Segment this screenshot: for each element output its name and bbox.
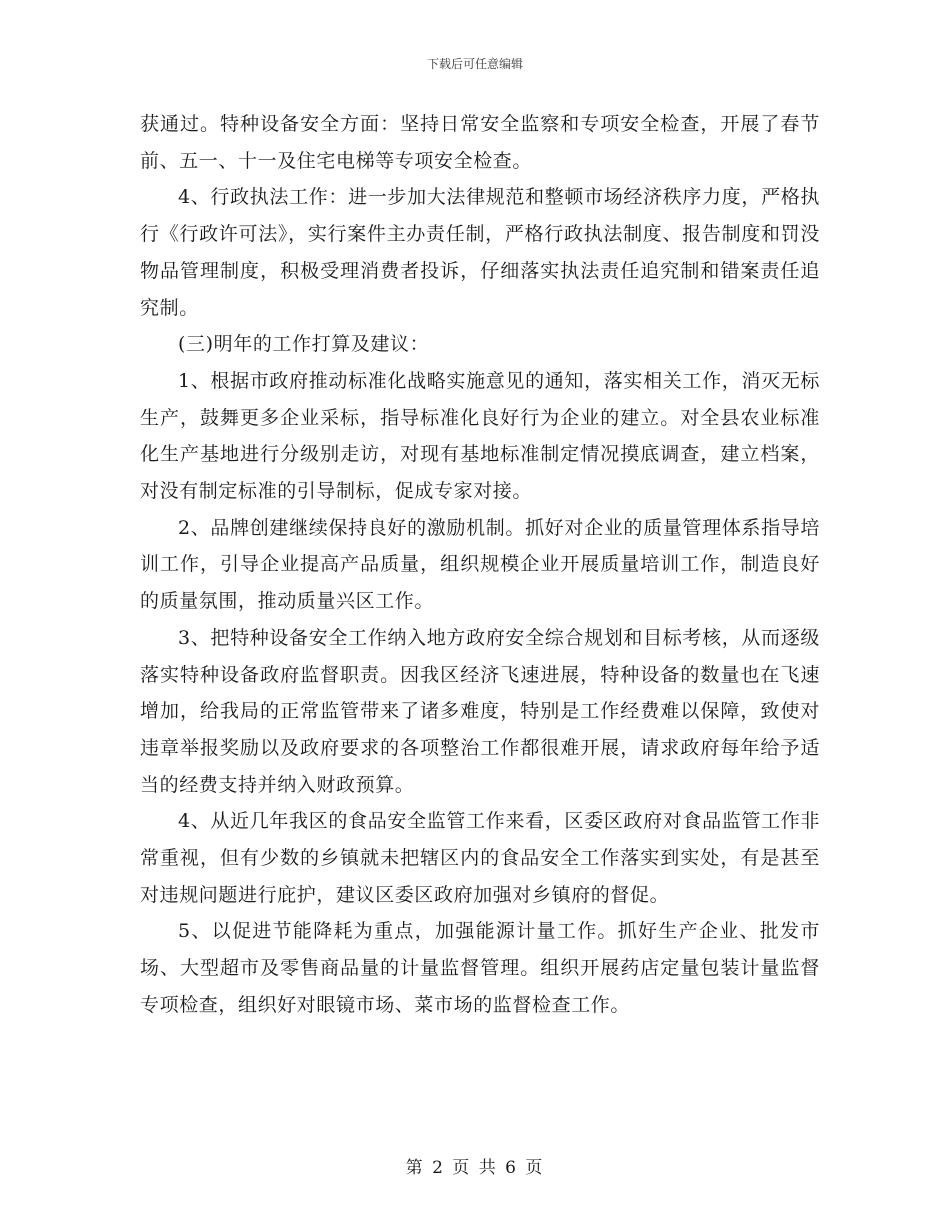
paragraph-2: 4、行政执法工作：进一步加大法律规范和整顿市场经济秩序力度，严格执行《行政许可法》，实行案件主办责任制，严格行政执法制度、报告制度和罚没物品管理制度，积极受理消费者投诉，仔细落实执法责任追究制和错案责任追究制。 bbox=[140, 186, 820, 319]
paragraph-6: 3、把特种设备安全工作纳入地方政府安全综合规划和目标考核，从而逐级落实特种设备政府监督职责。因我区经济飞速进展，特种设备的数量也在飞速增加，给我局的正常监管带来了诸多难度，特别是工作经费难以保障，致使对违章举报奖励以及政府要求的各项整治工作都很难开展，请求政府每年给予适当的经费支持并纳入财政预算。 bbox=[140, 626, 820, 796]
page-footer: 第 2 页 共 6 页 bbox=[405, 1158, 545, 1178]
paragraph-4: 1、根据市政府推动标准化战略实施意见的通知，落实相关工作，消灭无标生产，鼓舞更多企业采标，指导标准化良好行为企业的建立。对全县农业标准化生产基地进行分级别走访，对现有基地标准制定情况摸底调查，建立档案，对没有制定标准的引导制标，促成专家对接。 bbox=[140, 369, 820, 503]
paragraph-8: 5、以促进节能降耗为重点，加强能源计量工作。抓好生产企业、批发市场、大型超市及零售商品量的计量监督管理。组织开展药店定量包装计量监督专项检查，组织好对眼镜市场、菜市场的监督检查工作。 bbox=[140, 920, 820, 1016]
document-body bbox=[140, 106, 820, 1024]
paragraph-3: (三)明年的工作打算及建议： bbox=[178, 333, 430, 356]
paragraph-5: 2、品牌创建继续保持良好的激励机制。抓好对企业的质量管理体系指导培训工作，引导企业提高产品质量，组织规模企业开展质量培训工作，制造良好的质量氛围，推动质量兴区工作。 bbox=[140, 516, 820, 613]
page-header: 下载后可任意编辑 bbox=[426, 57, 523, 71]
paragraph-1: 获通过。特种设备安全方面：坚持日常安全监察和专项安全检查，开展了春节前、五一、十一及住宅电梯等专项安全检查。 bbox=[140, 113, 820, 172]
paragraph-7: 4、从近几年我区的食品安全监管工作来看，区委区政府对食品监管工作非常重视，但有少数的乡镇就未把辖区内的食品安全工作落实到实处，有是甚至对违规问题进行庇护，建议区委区政府加强对乡镇府的督促。 bbox=[140, 810, 820, 906]
